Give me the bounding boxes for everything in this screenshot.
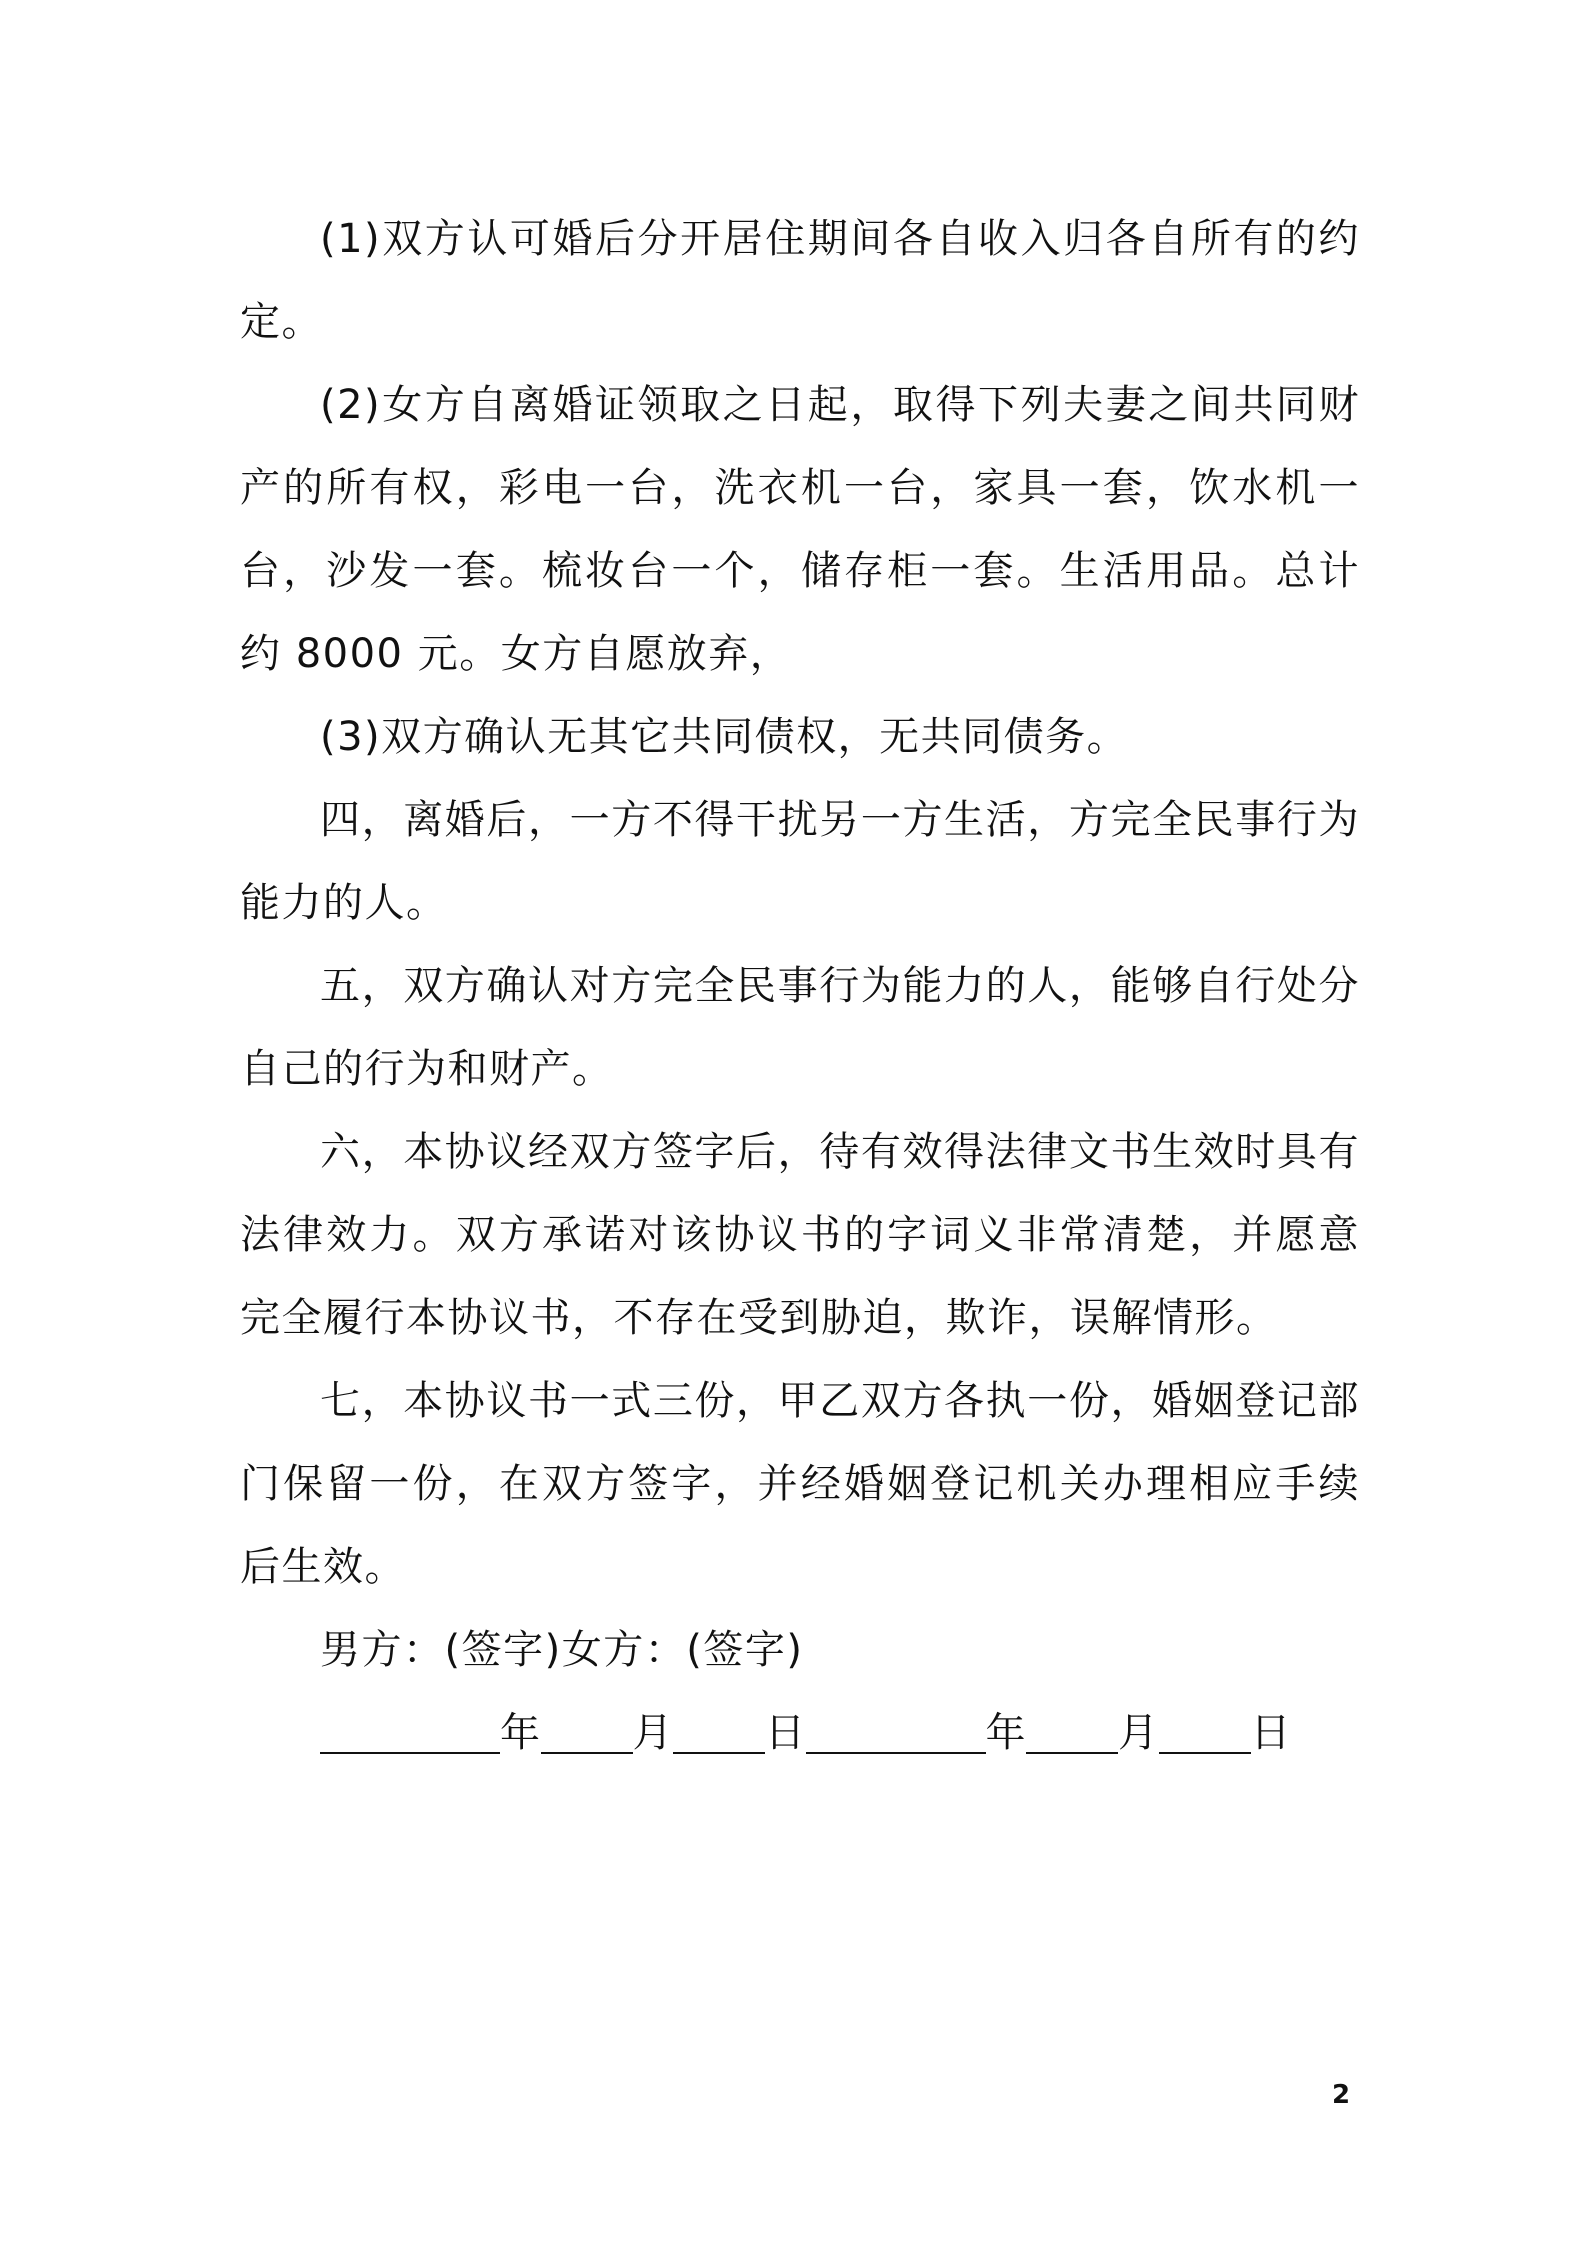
male-month-label: 月 <box>632 1710 673 1756</box>
document-body <box>240 198 1360 1775</box>
paragraph-article-5: 五，双方确认对方完全民事行为能力的人，能够自行处分自己的行为和财产。 <box>240 963 1360 1092</box>
paragraph-article-4: 四，离婚后，一方不得干扰另一方生活，方完全民事行为能力的人。 <box>240 797 1360 926</box>
paragraph-clause-1: (1)双方认可婚后分开居住期间各自收入归各自所有的约定。 <box>240 216 1360 345</box>
signature-line: 男方：(签字)女方：(签字) <box>320 1627 804 1673</box>
paragraph-article-7: 七，本协议书一式三份，甲乙双方各执一份，婚姻登记部门保留一份，在双方签字，并经婚姻登记机关办理相应手续后生效。 <box>240 1378 1360 1590</box>
male-year-label: 年 <box>500 1710 541 1756</box>
female-day-blank <box>1159 1704 1251 1754</box>
female-year-label: 年 <box>985 1710 1026 1756</box>
female-month-blank <box>1026 1704 1118 1754</box>
male-year-blank <box>320 1704 500 1754</box>
date-line <box>240 1692 1360 1775</box>
female-month-label: 月 <box>1118 1710 1159 1756</box>
paragraph-article-6: 六，本协议经双方签字后，待有效得法律文书生效时具有法律效力。双方承诺对该协议书的字词义非常清楚，并愿意完全履行本协议书，不存在受到胁迫，欺诈，误解情形。 <box>240 1129 1360 1341</box>
female-day-label: 日 <box>1250 1710 1291 1756</box>
male-day-blank <box>673 1704 765 1754</box>
male-month-blank <box>541 1704 633 1754</box>
female-year-blank <box>806 1704 986 1754</box>
page-number: 2 <box>1332 2080 1351 2110</box>
male-day-label: 日 <box>765 1710 806 1756</box>
paragraph-clause-3: (3)双方确认无其它共同债权，无共同债务。 <box>320 714 1129 760</box>
paragraph-clause-2: (2)女方自离婚证领取之日起，取得下列夫妻之间共同财产的所有权，彩电一台，洗衣机一台，家具一套，饮水机一台，沙发一套。梳妆台一个，储存柜一套。生活用品。总计约 8000 元。女方自愿放弃， <box>240 382 1360 677</box>
